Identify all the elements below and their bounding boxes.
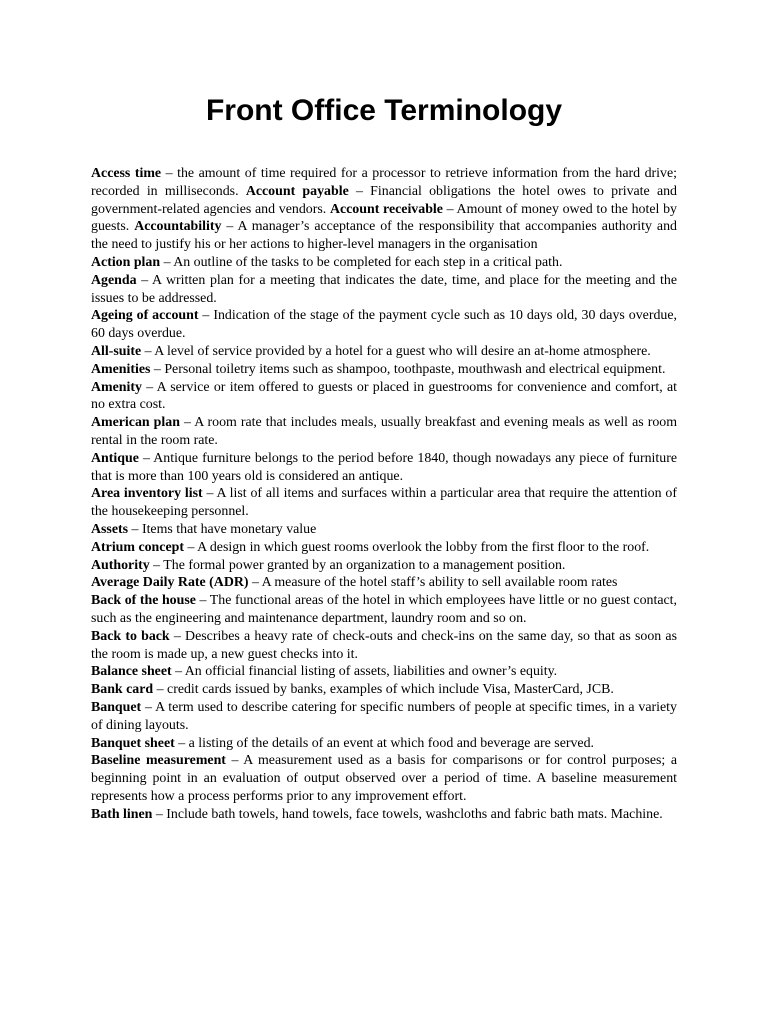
glossary-term: Banquet sheet bbox=[91, 735, 175, 751]
glossary-definition: – A room rate that includes meals, usually breakfast and evening meals as well as room rental in the room rate. bbox=[91, 415, 678, 448]
page-title: Front Office Terminology bbox=[205, 94, 563, 127]
glossary-paragraph bbox=[91, 574, 677, 592]
glossary-term: All-suite bbox=[91, 343, 142, 359]
glossary-term: Average Daily Rate (ADR) bbox=[91, 575, 249, 591]
glossary-paragraph bbox=[91, 485, 677, 521]
glossary-term: Agenda bbox=[91, 272, 137, 288]
glossary-definition: – A service or item offered to guests or placed in guestrooms for convenience and comfort, at no extra cost. bbox=[91, 379, 677, 413]
glossary-paragraph bbox=[91, 379, 677, 415]
glossary-paragraph bbox=[91, 681, 677, 699]
glossary-paragraph bbox=[91, 557, 677, 575]
glossary-definition: – Include bath towels, hand towels, face towels, washcloths and fabric bath mats. Machine. bbox=[152, 806, 663, 822]
glossary-paragraph bbox=[91, 806, 677, 824]
glossary-term: Baseline measurement bbox=[91, 753, 226, 769]
glossary-term: Back of the house bbox=[91, 593, 196, 609]
glossary-paragraph bbox=[91, 165, 677, 254]
glossary-term: Account payable bbox=[245, 183, 349, 199]
glossary-paragraph bbox=[91, 539, 677, 557]
glossary-term: Area inventory list bbox=[91, 486, 203, 502]
glossary-definition: – A list of all items and surfaces within a particular area that require the attention of the housekeeping personnel. bbox=[91, 486, 677, 520]
glossary-definition: – Personal toiletry items such as shampoo, toothpaste, mouthwash and electrical equipment. bbox=[150, 361, 666, 377]
glossary-definition: – the amount of time required for a processor to retrieve information from the hard drive; recorded in milliseconds. bbox=[91, 166, 677, 199]
glossary-definition: – The formal power granted by an organization to a management position. bbox=[149, 557, 566, 573]
glossary-definition: – An outline of the tasks to be completed for each step in a critical path. bbox=[160, 254, 563, 270]
glossary-paragraph bbox=[91, 752, 677, 805]
glossary-term: Action plan bbox=[91, 254, 161, 270]
glossary-paragraph bbox=[91, 592, 677, 628]
glossary-term: Banquet bbox=[91, 699, 142, 715]
glossary-term: Bank card bbox=[91, 682, 154, 698]
glossary-term: Back to back bbox=[91, 628, 170, 644]
glossary-paragraph bbox=[91, 521, 677, 539]
glossary-term: American plan bbox=[91, 415, 180, 431]
glossary-paragraph bbox=[91, 254, 677, 272]
glossary-definition: – A level of service provided by a hotel for a guest who will desire an at-home atmosphere. bbox=[141, 343, 651, 359]
glossary-definition: – Describes a heavy rate of check-outs and check-ins on the same day, so that as soon as the room is made up, a new guest checks into it. bbox=[91, 628, 677, 662]
glossary-term: Assets bbox=[91, 521, 129, 537]
glossary-paragraph bbox=[91, 361, 677, 379]
glossary-paragraph bbox=[91, 699, 677, 735]
glossary-definition: – A manager’s acceptance of the responsibility that accompanies authority and the need to justify his or her actions to higher-level managers in the organisation bbox=[91, 219, 677, 253]
glossary-definition: – Antique furniture belongs to the period before 1840, though nowadays any piece of furniture that is more than 100 years old is considered an antique. bbox=[91, 450, 677, 484]
glossary-definition: – a listing of the details of an event at which food and beverage are served. bbox=[174, 735, 595, 751]
glossary-definition: – The functional areas of the hotel in which employees have little or no guest contact, such as the engineering and maintenance department, laundry room and so on. bbox=[91, 593, 677, 626]
glossary-definition: – A measure of the hotel staff’s ability to sell available room rates bbox=[248, 575, 618, 591]
glossary-paragraph bbox=[91, 307, 677, 343]
glossary-paragraph bbox=[91, 414, 677, 450]
glossary-term: Atrium concept bbox=[91, 539, 184, 555]
glossary-term: Antique bbox=[91, 450, 139, 466]
glossary-definition: – A term used to describe catering for specific numbers of people at specific times, in a variety of dining layouts. bbox=[91, 699, 677, 733]
glossary-definition: – A written plan for a meeting that indicates the date, time, and place for the meeting and the issues to be addressed. bbox=[91, 272, 677, 306]
glossary-term: Bath linen bbox=[91, 806, 153, 822]
glossary-term: Authority bbox=[91, 557, 150, 573]
glossary-term: Ageing of account bbox=[91, 308, 199, 324]
glossary-definition: – A measurement used as a basis for comparisons or for control purposes; a beginning point in an evaluation of output observed over a period of time. A baseline measurement represents how a process performs prior to any improvement effort. bbox=[91, 753, 677, 804]
glossary-paragraph bbox=[91, 450, 677, 486]
glossary-term: Accountability bbox=[134, 219, 222, 235]
glossary-definition: – Indication of the stage of the payment cycle such as 10 days old, 30 days overdue, 60 days overdue. bbox=[91, 308, 677, 342]
glossary-term: Balance sheet bbox=[91, 664, 172, 680]
glossary-term: Amenity bbox=[91, 379, 142, 395]
glossary-definition: – credit cards issued by banks, examples of which include Visa, MasterCard, JCB. bbox=[153, 682, 614, 698]
glossary-definition: – Financial obligations the hotel owes to private and government-related agencies and vendors. bbox=[91, 183, 678, 217]
glossary-paragraph bbox=[91, 272, 677, 308]
glossary-definition: – Amount of money owed to the hotel by guests. bbox=[91, 201, 677, 235]
glossary-term: Access time bbox=[91, 166, 162, 181]
glossary-paragraph bbox=[91, 628, 677, 664]
glossary-paragraph bbox=[91, 663, 677, 681]
glossary-paragraph bbox=[91, 343, 677, 361]
glossary-term: Amenities bbox=[91, 361, 151, 377]
glossary-definition: – An official financial listing of assets, liabilities and owner’s equity. bbox=[171, 664, 558, 680]
glossary-term: Account receivable bbox=[329, 201, 443, 217]
glossary-definition: – A design in which guest rooms overlook the lobby from the first floor to the roof. bbox=[183, 539, 650, 555]
glossary-definition: – Items that have monetary value bbox=[128, 521, 317, 537]
glossary-body bbox=[91, 165, 677, 823]
glossary-paragraph bbox=[91, 735, 677, 753]
